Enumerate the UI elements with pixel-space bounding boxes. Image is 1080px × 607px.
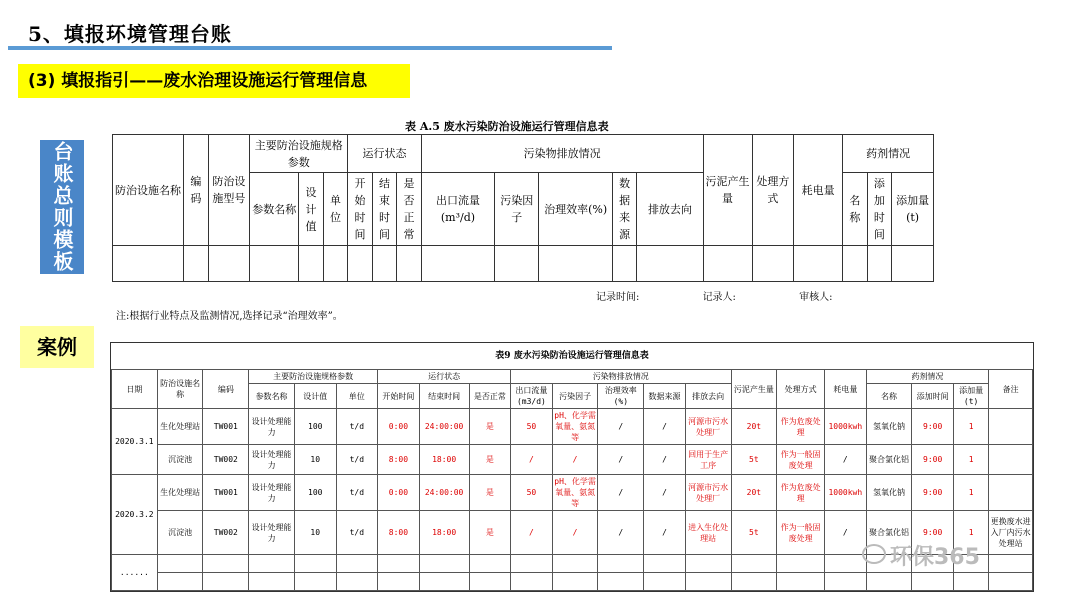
th-eff: 治理效率(%) (539, 173, 613, 246)
template-tag: 台账总则模板 (40, 140, 84, 274)
th-spec: 主要防治设施规格参数 (250, 135, 348, 173)
th-pname: 参数名称 (249, 384, 295, 409)
case-tag: 案例 (20, 326, 94, 368)
th-flow: 出口流量(m3/d) (511, 384, 553, 409)
template-table (112, 134, 934, 282)
wechat-icon (862, 544, 886, 564)
th-factor: 污染因子 (552, 384, 598, 409)
table-row (112, 573, 1033, 591)
footer-reviewer: 审核人: (799, 292, 833, 303)
th-source: 数据来源 (644, 384, 686, 409)
th-run: 运行状态 (348, 135, 422, 173)
th-start: 开始时间 (378, 384, 420, 409)
footer-recorder: 记录人: (702, 292, 736, 303)
th-model: 防治设施型号 (208, 135, 250, 246)
th-aname: 名称 (866, 384, 912, 409)
th-add-amount: 添加量(t) (892, 173, 934, 246)
template-note: 注:根据行业特点及监测情况,选择记录“治理效率”。 (116, 311, 343, 322)
th-unit: 单位 (323, 173, 348, 246)
table-row: 沉淀池 TW002 设计处理能力 10 t/d 8:00 18:00 是 / / / / 进入生化处理站 5t 作为一般固废处理 / 聚合氯化铝 9:00 1 更换废水进入厂内污水处理站 (112, 511, 1033, 555)
table-row: ...... (112, 555, 1033, 573)
th-normal: 是否正常 (469, 384, 511, 409)
th-normal: 是否正常 (397, 173, 422, 246)
th-power: 耗电量 (794, 135, 843, 246)
th-remark: 备注 (989, 370, 1033, 409)
template-empty-row (113, 246, 934, 282)
th-start: 开始时间 (348, 173, 373, 246)
footer-record-time: 记录时间: (596, 292, 640, 303)
th-agent: 药剂情况 (843, 135, 934, 173)
th-disposal: 处理方式 (777, 370, 825, 409)
th-pollution: 污染物排放情况 (421, 135, 703, 173)
th-param-name: 参数名称 (250, 173, 299, 246)
title-underline (8, 46, 612, 50)
th-add-time: 添加时间 (867, 173, 892, 246)
template-table-title: 表 A.5 废水污染防治设施运行管理信息表 (405, 120, 609, 133)
th-pollution: 污染物排放情况 (511, 370, 731, 384)
th-design: 设计值 (299, 173, 324, 246)
th-unit: 单位 (336, 384, 378, 409)
th-spec: 主要防治设施规格参数 (249, 370, 378, 384)
th-end: 结束时间 (372, 173, 397, 246)
template-footer (596, 288, 893, 303)
th-dest: 排放去向 (685, 384, 731, 409)
th-code: 编码 (203, 370, 249, 409)
th-sludge: 污泥产生量 (703, 135, 752, 246)
th-agent: 药剂情况 (866, 370, 989, 384)
th-power: 耗电量 (825, 370, 867, 409)
th-agent-name: 名称 (843, 173, 868, 246)
th-aamount: 添加量(t) (953, 384, 988, 409)
th-end: 结束时间 (419, 384, 469, 409)
th-source: 数据来源 (612, 173, 637, 246)
table-row: 2020.3.1 生化处理站 TW001 设计处理能力 100 t/d 0:00 24:00:00 是 50 pH、化学需氧量、氨氮等 / / 河源市污水处理厂 20t 作为危废处理 1000kwh 氢氧化钠 9:00 1 (112, 409, 1033, 445)
th-name: 防治设施名称 (157, 370, 203, 409)
th-disposal: 处理方式 (752, 135, 794, 246)
case-table-title: 表9 废水污染防治设施运行管理信息表 (495, 351, 649, 361)
th-date: 日期 (112, 370, 158, 409)
th-eff: 治理效率(%) (598, 384, 644, 409)
table-row: 沉淀池 TW002 设计处理能力 10 t/d 8:00 18:00 是 / / / / 回用于生产工序 5t 作为一般固废处理 / 聚合氯化铝 9:00 1 (112, 445, 1033, 475)
th-sludge: 污泥产生量 (731, 370, 777, 409)
guide-heading: (3) 填报指引——废水治理设施运行管理信息 (18, 64, 410, 98)
th-run: 运行状态 (378, 370, 511, 384)
th-code: 编码 (184, 135, 209, 246)
watermark: 环保365 (890, 545, 980, 570)
th-atime: 添加时间 (912, 384, 954, 409)
th-flow: 出口流量(m³/d) (421, 173, 495, 246)
th-factor: 污染因子 (495, 173, 539, 246)
th-design: 设计值 (294, 384, 336, 409)
th-facility-name: 防治设施名称 (113, 135, 184, 246)
page-title: 5、填报环境管理台账 (28, 22, 232, 46)
th-dest: 排放去向 (637, 173, 703, 246)
table-row: 2020.3.2 生化处理站 TW001 设计处理能力 100 t/d 0:00 24:00:00 是 50 pH、化学需氧量、氨氮等 / / 河源市污水处理厂 20t 作为危废处理 1000kwh 氢氧化钠 9:00 1 (112, 475, 1033, 511)
